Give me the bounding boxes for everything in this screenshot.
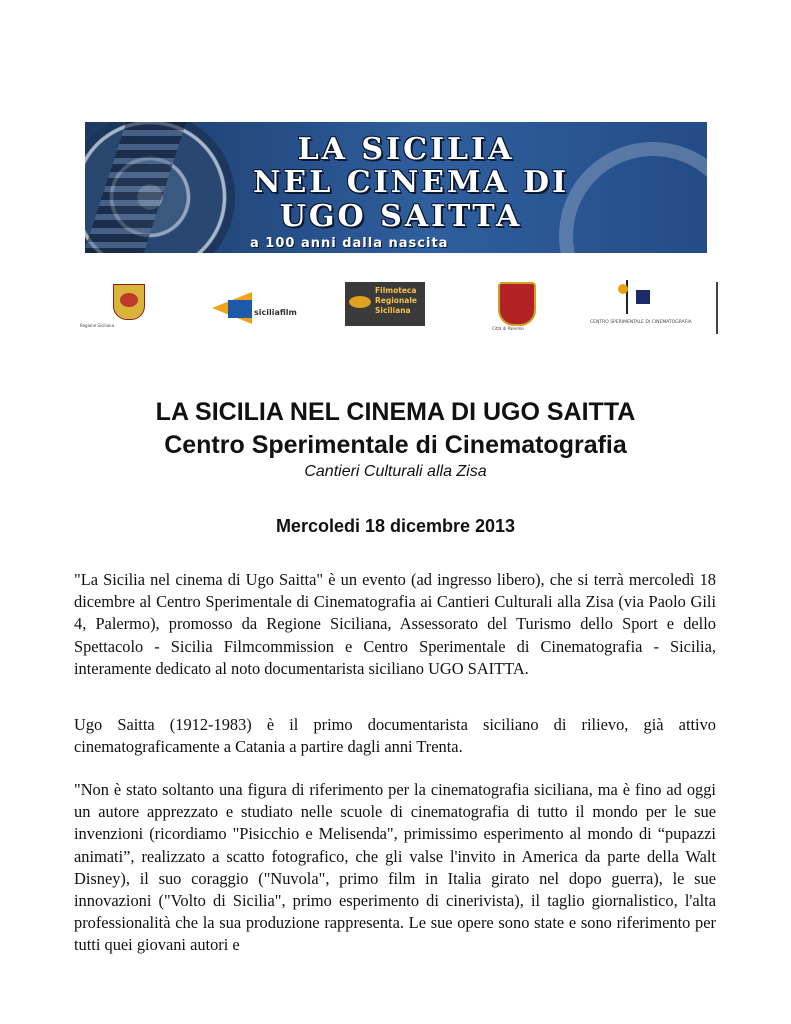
sicilia-film-caption: siciliafilm [254,308,297,317]
regione-shield-icon [113,284,145,320]
filmoteca-line-3: Siciliana [375,306,411,315]
csc-logo [590,280,710,338]
document-subtitle: Centro Sperimentale di Cinematografia [164,431,627,459]
filmoteca-line-1: Filmoteca [375,286,417,295]
palermo-crest-icon [498,282,536,326]
filmoteca-line-2: Regionale [375,296,418,305]
body-paragraph-1: "La Sicilia nel cinema di Ugo Saitta" è un evento (ad ingresso libero), che si terrà mercoledì 18 dicembre al Centro Sperimentale di Cinematografia ai Cantieri Culturali alla Zisa (via Paolo Gili 4, Palermo), promosso da Regione Siciliana, Assessorato del Turismo dello Sport e dello Spettacolo - Sicilia Filmcommission e Centro Sperimentale di Cinematografia - Sicilia, interamente dedicato al noto documentarista siciliano UGO SAITTA. [74,570,716,678]
palermo-caption: Città di Palermo [492,326,524,331]
body-paragraph-2: Ugo Saitta (1912-1983) è il primo documentarista siciliano di rilievo, già attivo cinematograficamente a Catania a partire dagli anni Trenta. [74,715,716,757]
venue-line: Cantieri Culturali alla Zisa [304,463,487,480]
regione-siciliana-logo [80,280,175,338]
banner-subtitle: a 100 anni dalla nascita [250,236,449,251]
banner-line-1: LA SICILIA [297,132,515,167]
filmoteca-logo [345,280,425,338]
csc-caption: CENTRO SPERIMENTALE DI CINEMATOGRAFIA [590,320,692,325]
sicilia-film-logo [210,280,295,338]
banner-line-2: NEL CINEMA DI [252,165,569,200]
banner-line-3: UGO SAITTA [279,199,523,234]
sicilia-film-block-icon [228,300,252,318]
document-title: LA SICILIA NEL CINEMA DI UGO SAITTA [155,398,636,426]
eye-icon [349,296,371,308]
event-date: Mercoledi 18 dicembre 2013 [275,516,516,536]
regione-caption: Regione Siciliana [80,323,115,328]
csc-mark-icon [626,280,654,314]
filmoteca-text [375,286,417,316]
event-banner [85,122,707,253]
sponsor-logos-row [80,280,720,338]
citta-di-palermo-logo [492,280,542,338]
divider [716,282,718,334]
body-paragraph-3: "Non è stato soltanto una figura di riferimento per la cinematografia siciliana, ma è fino ad oggi un autore apprezzato e studiato nelle scuole di cinematografia di tutto il mondo per le sue invenzioni (ricordiamo "Pisicchio e Melisenda", primissimo esperimento al mondo di “pupazzi animati”, realizzato a scatto fotografico, che gli valse l'invito in America da parte della Walt Disney), il suo coraggio ("Nuvola", primo film in Italia girato nel dopo guerra), le sue innovazioni ("Volto di Sicilia", primo esperimento di cinerivista), il taglio giornalistico, l'alta professionalità che la sua produzione rappresenta. Le sue opere sono state e sono riferimento per tutti quei giovani autori e [74,780,716,955]
